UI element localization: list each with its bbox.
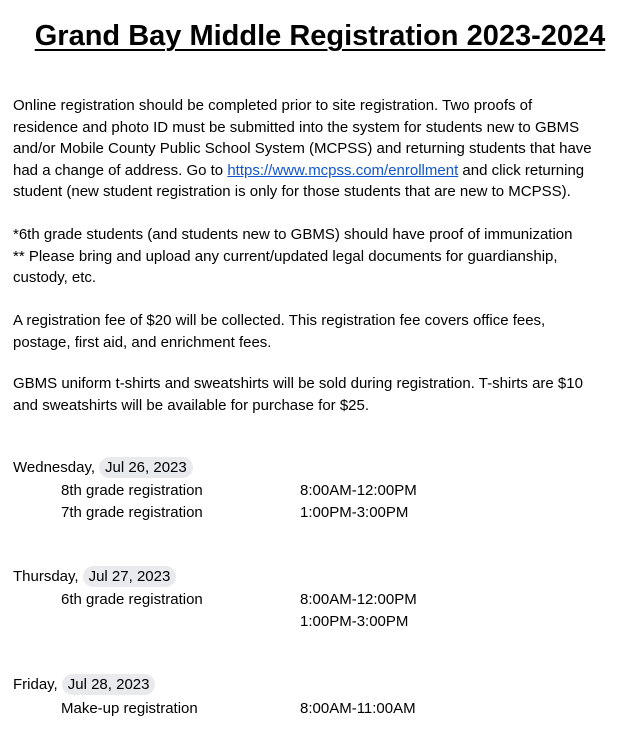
intro-line: and/or Mobile County Public School System (MCPSS) and returning students that have (13, 140, 592, 157)
date-chip[interactable]: Jul 26, 2023 (99, 457, 193, 478)
immunization-line: *6th grade students (and students new to GBMS) should have proof of immunization (13, 226, 573, 243)
schedule-row-label: 7th grade registration (61, 504, 203, 521)
date-chip[interactable]: Jul 28, 2023 (62, 674, 156, 695)
schedule-row-label: 6th grade registration (61, 591, 203, 608)
fee-line: A registration fee of $20 will be collected. This registration fee covers office fees, (13, 312, 546, 329)
day-label: Thursday, (13, 568, 79, 585)
intro-line-text: had a change of address. Go to (13, 161, 228, 179)
schedule-day-wednesday (13, 457, 193, 479)
schedule-row-time: 8:00AM-11:00AM (300, 700, 416, 717)
uniform-line: GBMS uniform t-shirts and sweatshirts will be sold during registration. T-shirts are $10 (13, 375, 583, 392)
documents-line: custody, etc. (13, 269, 97, 286)
schedule-row-label: Make-up registration (61, 700, 198, 717)
uniform-line: and sweatshirts will be available for purchase for $25. (13, 396, 370, 414)
documents-line: ** Please bring and upload any current/updated legal documents for guardianship, (13, 247, 558, 265)
intro-paragraph (13, 95, 633, 203)
intro-line: residence and photo ID must be submitted into the system for students new to GBMS (13, 118, 580, 136)
fee-line: postage, first aid, and enrichment fees. (13, 333, 272, 351)
schedule-row-time: 1:00PM-3:00PM (300, 504, 409, 521)
schedule-day-friday (13, 674, 155, 696)
fee-paragraph (13, 310, 633, 353)
schedule-row-time: 8:00AM-12:00PM (300, 482, 417, 499)
intro-line: Online registration should be completed prior to site registration. Two proofs of (13, 97, 533, 114)
schedule-row-label: 8th grade registration (61, 482, 203, 499)
uniform-paragraph (13, 373, 633, 416)
intro-line-with-link (13, 160, 633, 182)
schedule-row-time: 8:00AM-12:00PM (300, 591, 417, 608)
day-label: Wednesday, (13, 459, 95, 476)
enrollment-link[interactable]: https://www.mcpss.com/enrollment (227, 161, 459, 179)
immunization-paragraph (13, 224, 633, 289)
date-chip[interactable]: Jul 27, 2023 (83, 566, 177, 587)
page-title: Grand Bay Middle Registration 2023-2024 (34, 20, 606, 52)
day-label: Friday, (13, 676, 58, 693)
intro-line-text: and click returning (458, 161, 585, 179)
intro-line: student (new student registration is only for those students that are new to MCPSS). (13, 183, 571, 200)
schedule-day-thursday (13, 566, 176, 588)
schedule-row-time: 1:00PM-3:00PM (300, 613, 409, 630)
